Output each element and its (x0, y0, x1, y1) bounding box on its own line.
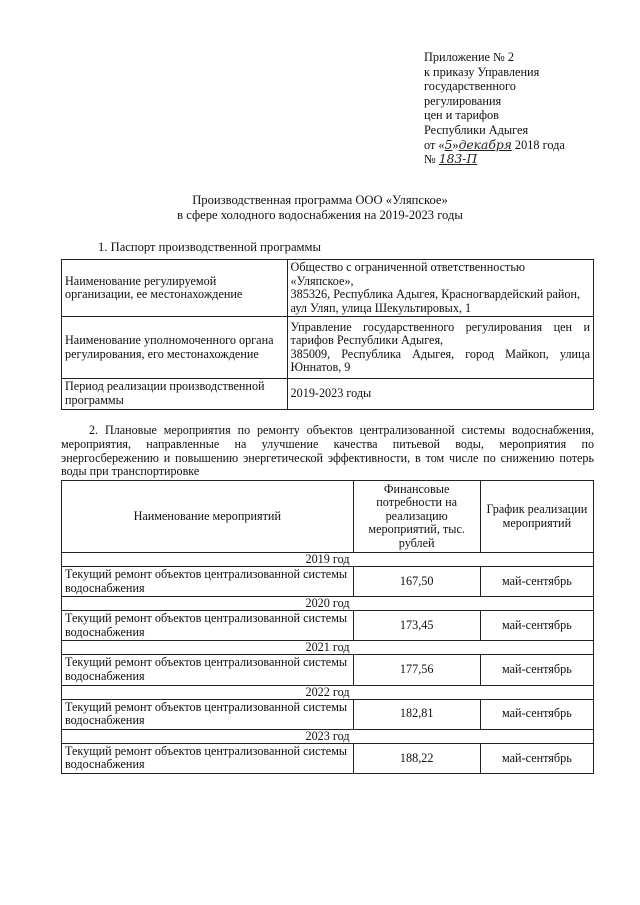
section-2-text: 2. Плановые мероприятия по ремонту объектов централизованной системы водоснабжения, мероприятия, направленные на улучшение качества питьевой воды, мероприятия по энергосбережению и повышению энергетической эффективности, в том числе по снижению потерь воды при транспортировке (61, 423, 594, 479)
table-row (62, 699, 594, 729)
date-month-handwritten: декабря (458, 137, 512, 152)
measure-value: 177,56 (353, 655, 480, 685)
passport-value-line: Общество с ограниченной ответственностью «Уляпское», (290, 260, 526, 288)
measure-schedule: май-сентябрь (480, 611, 593, 641)
number-prefix: № (424, 152, 439, 167)
date-prefix: от « (424, 137, 445, 152)
measures-table (61, 480, 594, 774)
passport-label: Период реализации производственной программы (62, 379, 288, 409)
table-row (62, 260, 594, 317)
table-row (62, 317, 594, 379)
year-label: 2020 год (62, 597, 594, 611)
passport-value-line: 385009, Республика Адыгея, город Майкоп, улица Юннатов, 9 (290, 346, 590, 375)
passport-value-line: 385326, Республика Адыгея, Красногвардейский район, аул Уляп, улица Шекультировых, 1 (290, 287, 581, 315)
appendix-line: Республики Адыгея (424, 122, 529, 137)
passport-value (287, 317, 593, 379)
date-day-handwritten: 5 (444, 137, 453, 152)
document-title-line-1: Производственная программа ООО «Уляпское» (192, 193, 448, 207)
year-label: 2021 год (62, 641, 594, 655)
measure-schedule: май-сентябрь (480, 699, 593, 729)
number-handwritten: 183-П (438, 152, 478, 167)
header-finance: Финансовые потребности на реализацию мероприятий, тыс. рублей (353, 481, 480, 553)
passport-value (287, 379, 593, 409)
table-header-row (62, 481, 594, 553)
table-row (62, 655, 594, 685)
passport-table (61, 259, 594, 410)
passport-label: Наименование регулируемой организации, ее местонахождение (62, 260, 288, 317)
measure-name: Текущий ремонт объектов централизованной системы водоснабжения (62, 655, 354, 685)
measure-value: 188,22 (353, 743, 480, 773)
year-row (62, 729, 594, 743)
year-label: 2022 год (62, 685, 594, 699)
passport-value (287, 260, 593, 317)
appendix-line: к приказу Управления (424, 64, 540, 79)
year-row (62, 553, 594, 567)
year-row (62, 597, 594, 611)
date-mid: » (452, 137, 459, 152)
year-row (62, 641, 594, 655)
appendix-line: цен и тарифов (424, 108, 499, 123)
section-2-paragraph (61, 424, 594, 479)
measure-value: 167,50 (353, 567, 480, 597)
measure-name: Текущий ремонт объектов централизованной системы водоснабжения (62, 611, 354, 641)
table-row (62, 611, 594, 641)
table-row (62, 379, 594, 409)
year-row (62, 685, 594, 699)
document-title-line-2: в сфере холодного водоснабжения на 2019-2023 годы (177, 208, 463, 222)
appendix-line: Приложение № 2 (424, 50, 515, 64)
year-label: 2023 год (62, 729, 594, 743)
date-suffix: 2018 года (511, 137, 565, 152)
measure-value: 182,81 (353, 699, 480, 729)
appendix-block (424, 50, 624, 167)
appendix-line: государственного (424, 79, 516, 94)
appendix-number (424, 152, 624, 167)
measure-name: Текущий ремонт объектов централизованной системы водоснабжения (62, 567, 354, 597)
appendix-line: регулирования (424, 93, 502, 108)
measure-schedule: май-сентябрь (480, 567, 593, 597)
measure-value: 173,45 (353, 611, 480, 641)
measure-schedule: май-сентябрь (480, 743, 593, 773)
header-name: Наименование мероприятий (62, 481, 354, 553)
header-schedule: График реализации мероприятий (480, 481, 593, 553)
year-label: 2019 год (62, 553, 594, 567)
table-row (62, 743, 594, 773)
section-1-heading: 1. Паспорт производственной программы (98, 240, 321, 254)
passport-label: Наименование уполномоченного органа регулирования, его местонахождение (62, 317, 288, 379)
table-row (62, 567, 594, 597)
measure-schedule: май-сентябрь (480, 655, 593, 685)
passport-value-line: Управление государственного регулирования цен и тарифов Республики Адыгея, (290, 319, 590, 348)
measure-name: Текущий ремонт объектов централизованной системы водоснабжения (62, 699, 354, 729)
passport-value-line: 2019-2023 годы (290, 386, 372, 401)
measure-name: Текущий ремонт объектов централизованной системы водоснабжения (62, 743, 354, 773)
appendix-date (424, 138, 624, 153)
